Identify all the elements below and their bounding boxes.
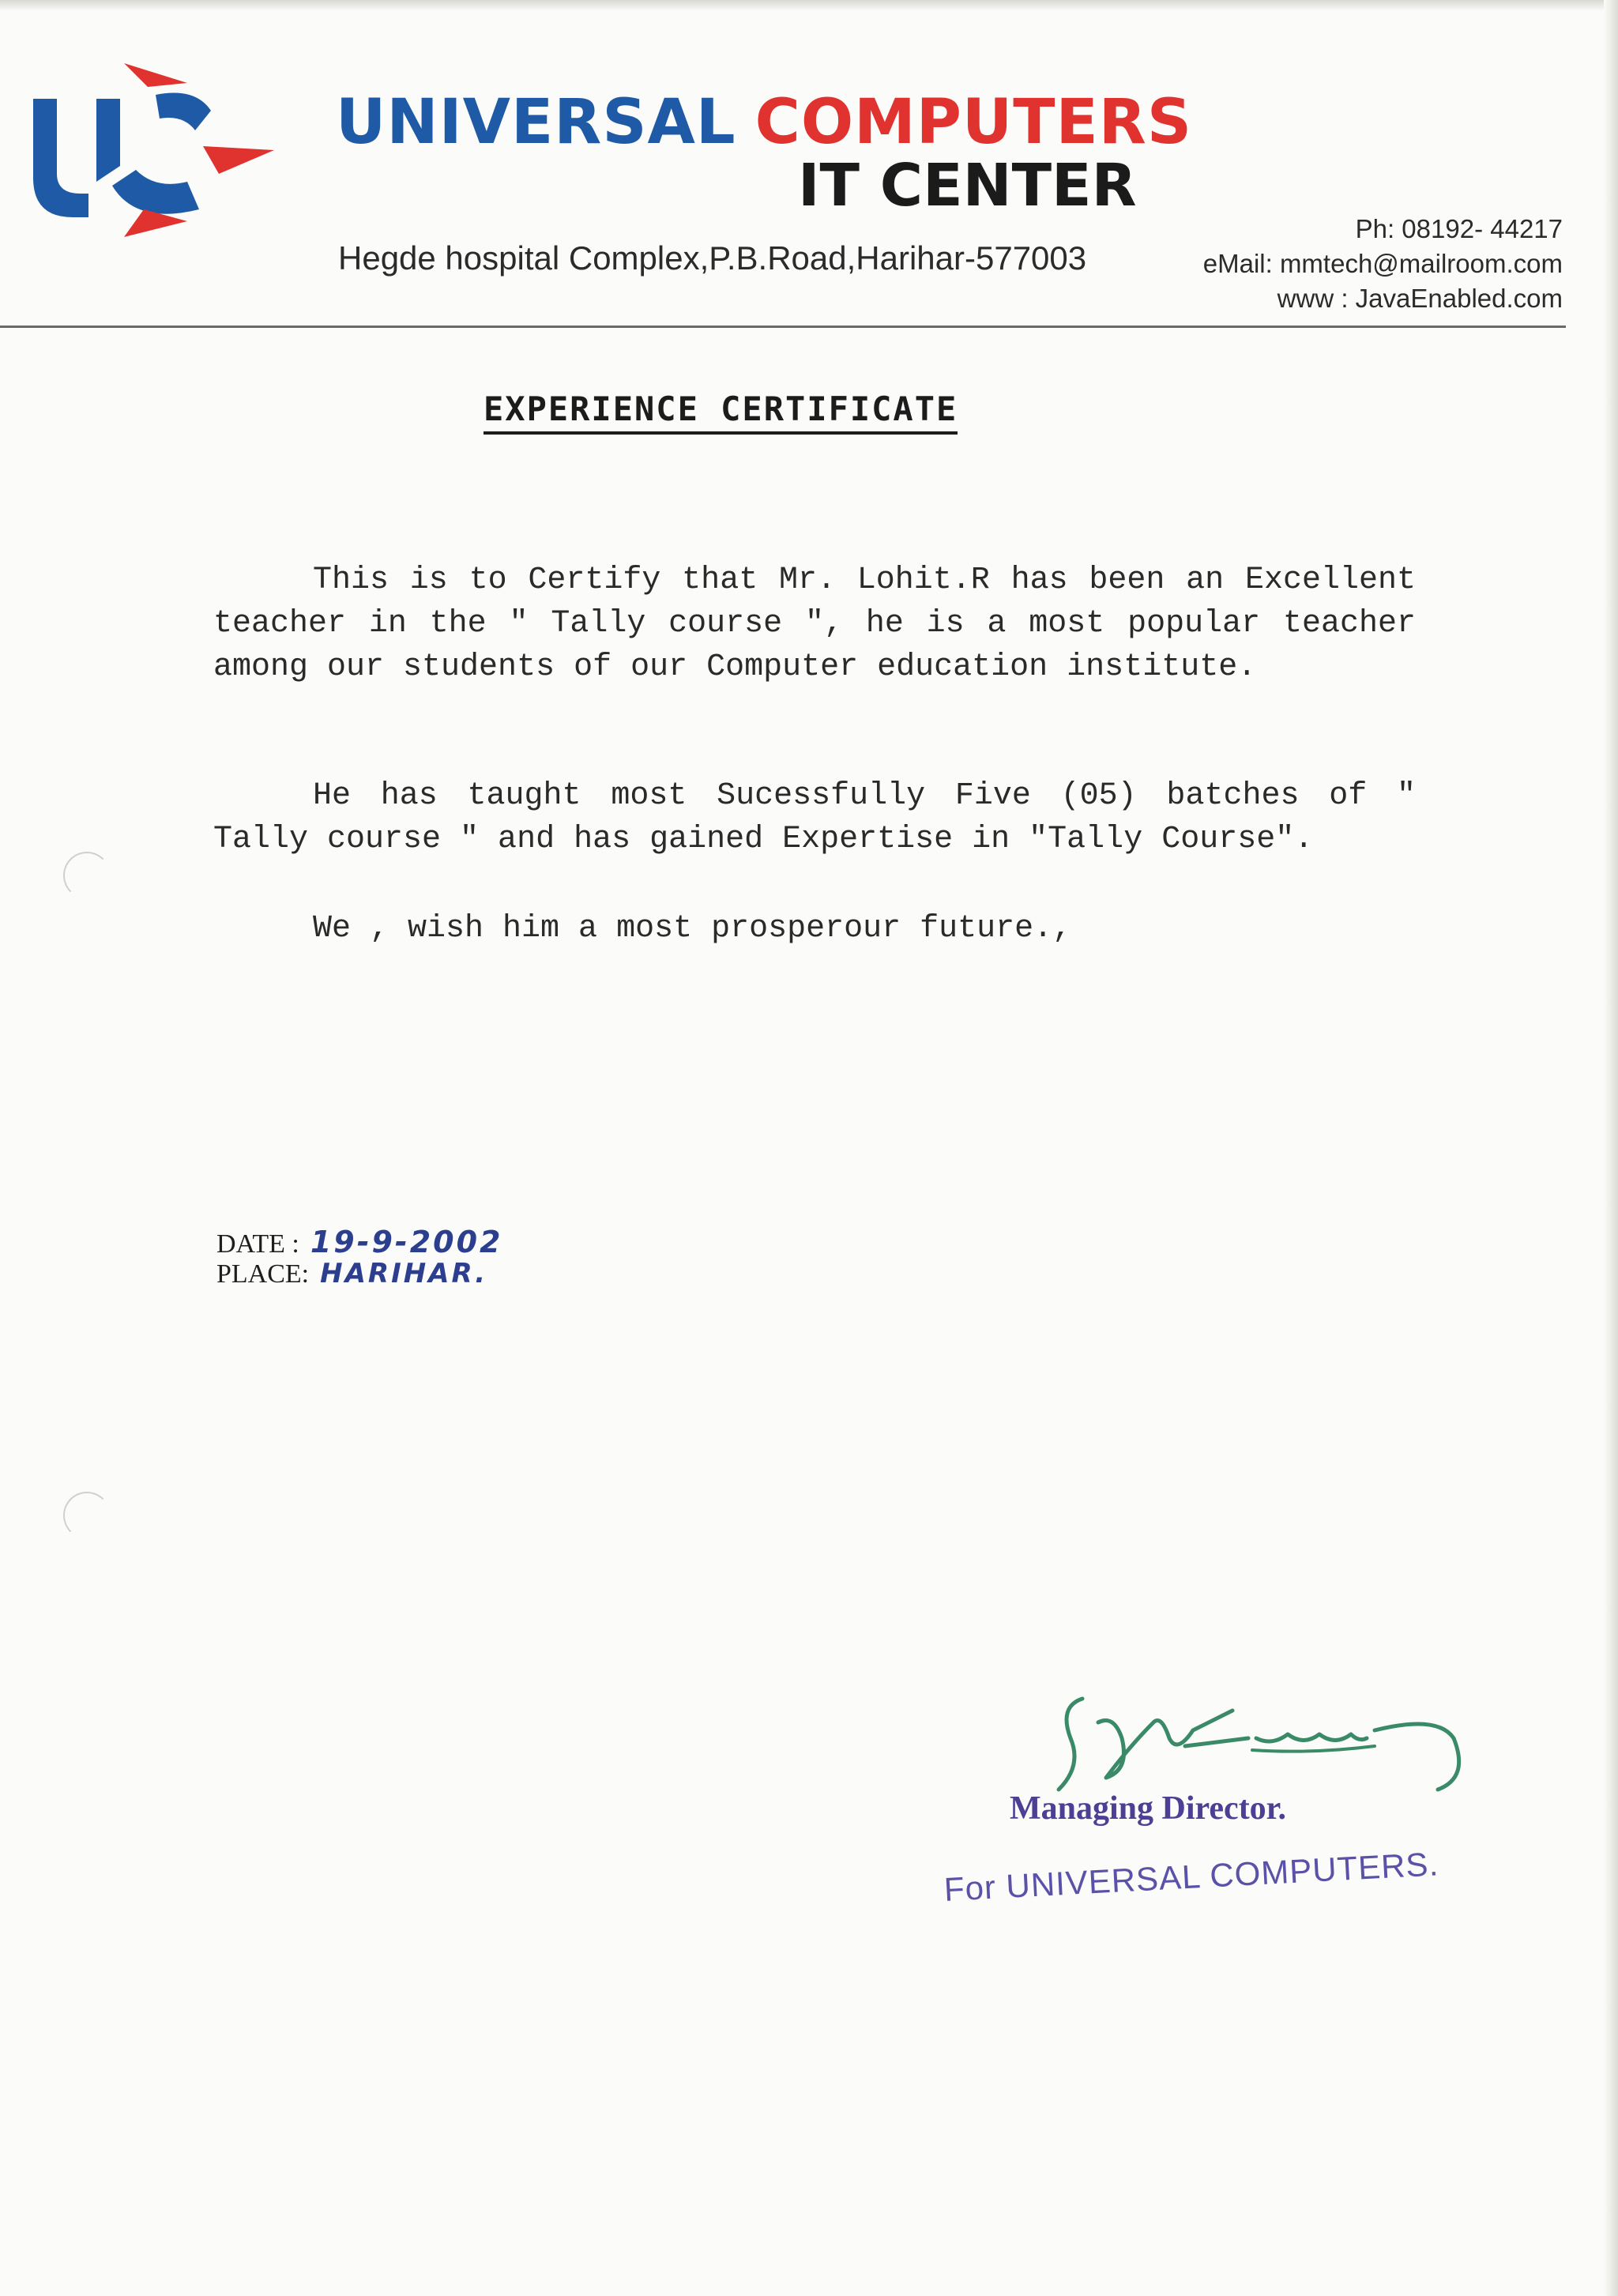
page-edge-shadow — [0, 0, 1618, 11]
header-divider — [0, 326, 1566, 328]
certificate-paragraph: This is to Certify that Mr. Lohit.R has been an Excellent teacher in the " Tally course ", he is a most popular teacher among our students of our Computer education institute. — [213, 563, 1416, 685]
certificate-title: EXPERIENCE CERTIFICATE — [484, 390, 958, 435]
place-line — [216, 1258, 487, 1289]
date-line — [216, 1225, 502, 1259]
company-name — [336, 87, 1192, 158]
date-value: 19-9-2002 — [310, 1225, 503, 1259]
phone-number: Ph: 08192- 44217 — [1355, 214, 1563, 243]
place-value: HARIHAR. — [320, 1258, 488, 1289]
signatory-title: Managing Director. — [1010, 1790, 1286, 1827]
punch-hole-mark — [63, 852, 111, 899]
handwritten-signature — [1027, 1691, 1469, 1801]
website-address: www : JavaEnabled.com — [1277, 284, 1563, 313]
place-label: PLACE: — [216, 1259, 310, 1289]
company-name-part2: COMPUTERS — [754, 87, 1192, 158]
company-address: Hegde hospital Complex,P.B.Road,Harihar-577003 — [338, 239, 1087, 277]
certificate-paragraph: We , wish him a most prosperour future., — [313, 911, 1072, 947]
company-subtitle: IT CENTER — [798, 152, 1137, 220]
contact-block — [1203, 212, 1563, 316]
email-address: eMail: mmtech@mailroom.com — [1202, 249, 1563, 278]
company-logo — [17, 55, 278, 245]
date-label: DATE : — [216, 1229, 299, 1259]
certificate-paragraph: He has taught most Sucessfully Five (05) batches of " Tally course " and has gained Expertise in "Tally Course". — [213, 778, 1416, 857]
page-edge-shadow-right — [1604, 0, 1618, 2296]
company-stamp: For UNIVERSAL COMPUTERS. — [943, 1845, 1440, 1908]
punch-hole-mark — [63, 1492, 111, 1539]
company-name-part1: UNIVERSAL — [336, 87, 736, 158]
